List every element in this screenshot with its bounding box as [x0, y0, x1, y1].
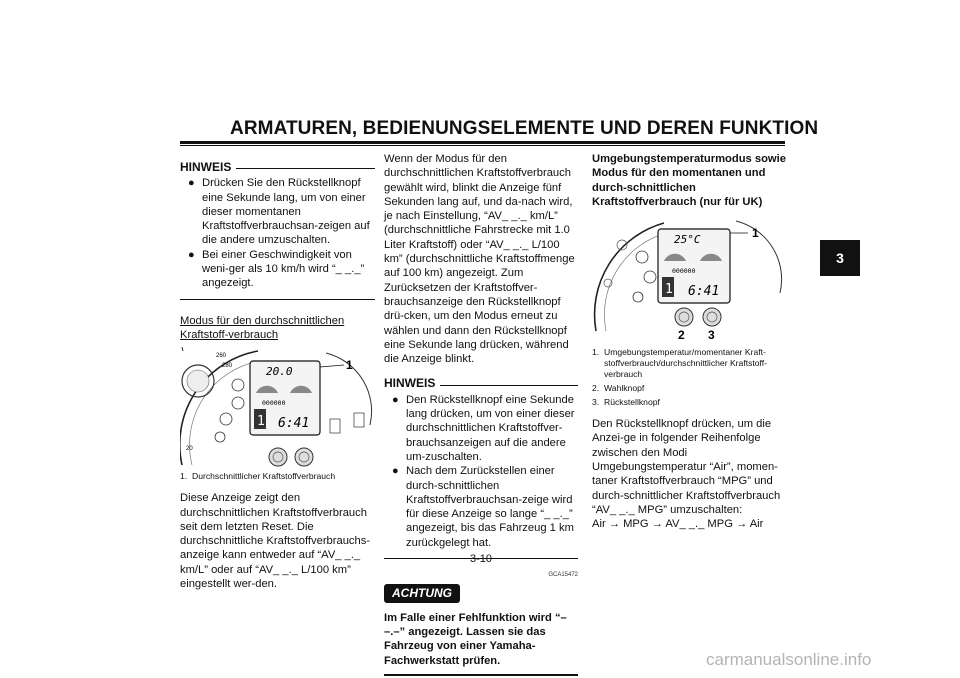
lcd-gear: 1	[257, 414, 265, 430]
callout-3: 3	[708, 328, 715, 342]
hinweis-end-rule	[180, 299, 375, 300]
tach-label-280: 280	[222, 363, 233, 370]
callout-1: 1	[346, 358, 353, 373]
tach-label-260: 260	[216, 353, 227, 360]
bullet-icon: ●	[392, 393, 399, 406]
achtung-end-rule	[384, 674, 578, 676]
watermark: carmanualsonline.info	[706, 650, 872, 669]
column-2	[384, 152, 578, 676]
figure-caption	[180, 471, 375, 482]
tach-label-20: 20	[186, 446, 193, 453]
caption-item: 3. Rückstellknopf	[592, 397, 660, 408]
page-number: 3-10	[470, 553, 493, 565]
callout-2: 2	[678, 328, 685, 342]
lcd-temperature: 25°C	[674, 233, 701, 247]
bullet-icon: ●	[188, 248, 195, 261]
hinweis-heading	[180, 160, 375, 174]
body-text: Wenn der Modus für den durchschnittlichen Kraftstoffverbrauch gewählt wird, blinkt die Anzeige fünf Sekunden lang auf, und da-nach wird, je nach Einstellung, “AV_ _._ km/L” (durchschnittliche Fahrstrecke mit 1.0 Liter Kraftstoff) oder “AV_ _._ L/100 km” (durchschnittliche Kraftstoffmenge auf 100 km) angezeigt. Zum Zurücksetzen der Kraftstoffver-brauchsanzeige den Rückstellknopf drü-cken, um den Modus erneut zu wählen und dann den Rückstellknopf eine Sekunde lang drücken, während die Anzeige blinkt.	[384, 153, 575, 366]
hinweis-bullet: ● Den Rückstellknopf eine Sekunde lang drücken, um von einer dieser durchschnittlichen Kraftstoffver-brauchsanzeigen auf die andere um-zuschalten.	[392, 393, 575, 463]
column-1	[180, 160, 375, 591]
caption-item: 2. Wahlknopf	[592, 383, 645, 394]
lcd-average-value: 20.0	[266, 365, 293, 379]
achtung-text: Im Falle einer Fehlfunktion wird “– –.–” angezeigt. Lassen sie das Fahrzeug von einer Yamaha-Fachwerkstatt prüfen.	[384, 611, 567, 667]
caption-item: 1. Umgebungstemperatur/momentaner Kraft-stoffverbrauch/durchschnittlicher Kraftstoff-verbrauch	[592, 347, 768, 380]
body-text: Diese Anzeige zeigt den durchschnittlichen Kraftstoffverbrauch seit dem letzten Reset. Die durchschnittliche Kraftstoffverbrauchs-anzeige kann entweder auf “AV_ _._ km/L” oder auf “AV_ _._ L/100 km” eingestellt wer-den.	[180, 492, 371, 591]
page-title: ARMATUREN, BEDIENUNGSELEMENTE UND DEREN FUNKTION	[230, 118, 819, 139]
instrument-cluster-illustration	[180, 345, 375, 467]
dashboard-figure-average	[180, 345, 375, 467]
figure-caption	[592, 347, 787, 408]
section-heading: Umgebungstemperaturmodus sowie Modus für den momentanen und durch-schnittlichen Kraftstoffverbrauch (nur für UK)	[592, 153, 786, 208]
caption-item: 1. Durchschnittlicher Kraftstoffverbrauch	[180, 471, 336, 482]
warning-code: GCA15472	[548, 572, 578, 579]
hinweis-heading	[384, 376, 578, 390]
hinweis-label: HINWEIS	[180, 160, 232, 174]
hinweis-bullet: ● Drücken Sie den Rückstellknopf eine Sekunde lang, um von einer dieser momentanen Kraftstoffverbrauchsan-zeigen auf die andere umzuschalten.	[188, 177, 370, 247]
lcd-clock: 6:41	[278, 416, 310, 432]
callout-1: 1	[752, 226, 759, 241]
section-subheading: Modus für den durchschnittlichen Kraftstoff-verbrauch	[180, 314, 345, 341]
title-rule	[180, 141, 785, 144]
column-3	[592, 152, 787, 532]
lcd-odometer: 000000	[672, 267, 696, 276]
bullet-icon: ●	[392, 465, 399, 478]
lcd-gear: 1	[665, 282, 673, 298]
hinweis-bullet: ● Bei einer Geschwindigkeit von weni-ger als 10 km/h wird “_ _._” angezeigt.	[188, 248, 365, 290]
chapter-tab[interactable]: 3	[820, 240, 860, 276]
hinweis-label: HINWEIS	[384, 376, 436, 391]
instrument-cluster-illustration	[592, 213, 787, 341]
achtung-label: ACHTUNG	[384, 584, 460, 602]
dashboard-figure-uk	[592, 213, 787, 341]
mode-sequence: Air → MPG → AV_ _._ MPG → Air	[592, 518, 764, 531]
body-text: Den Rückstellknopf drücken, um die Anzei-ge in folgender Reihenfolge zwischen den Modi Umgebungstemperatur “Air”, momen-taner Kraftstoffverbrauch “MPG” und durch-schnittlicher Kraftstoffverbrauch “AV_ _._ MPG” umzuschalten:	[592, 418, 781, 516]
lcd-clock: 6:41	[688, 284, 720, 300]
hinweis-bullet: ● Nach dem Zurückstellen einer durch-schnittlichen Kraftstoffverbrauchsan-zeige wird für diese Anzeige so lange “_ _._” angezeigt, bis das Fahrzeug 1 km zurückgelegt hat.	[392, 465, 574, 549]
lcd-odometer: 000000	[262, 399, 286, 408]
bullet-icon: ●	[188, 177, 195, 190]
title-rule-thin	[180, 145, 785, 146]
